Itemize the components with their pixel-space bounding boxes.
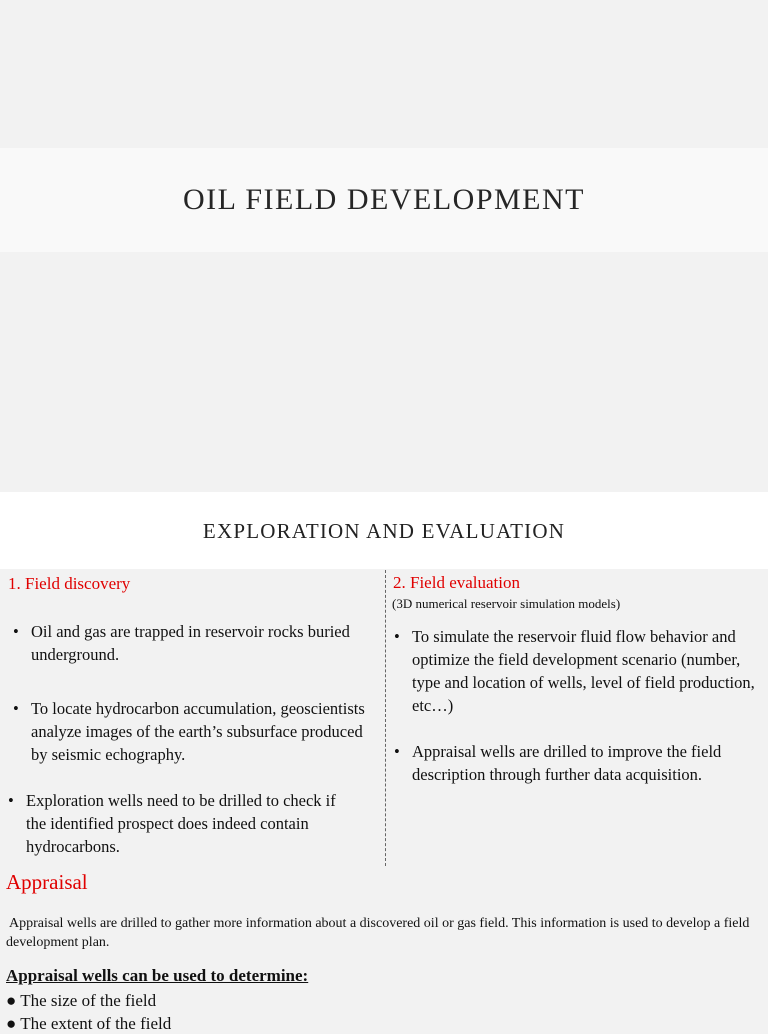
bullet-icon: • [394,627,400,646]
appraisal-title: Appraisal [6,870,88,894]
left-bullet-3-text: Exploration wells need to be drilled to check if the identified prospect does indeed contain hydrocarbons. [26,791,336,856]
determine-heading: Appraisal wells can be used to determine: [6,966,309,985]
appraisal-text: Appraisal wells are drilled to gather more information about a discovered oil or gas field. This information is used to develop a field development plan. [6,916,750,950]
left-bullet-3 [8,789,336,858]
column-divider [385,570,386,866]
right-bullet-1-text: To simulate the reservoir fluid flow behavior and optimize the field development scenario (number, type and location of wells, level of field production, etc…) [412,627,755,715]
bullet-icon: • [8,791,14,810]
right-column-title: 2. Field evaluation [393,573,521,592]
right-bullet-2 [394,740,742,786]
list-item: ● The size of the field [6,991,157,1010]
left-bullet-2-text: To locate hydrocarbon accumulation, geoscientists analyze images of the earth’s subsurface produced by seismic echography. [31,699,365,764]
left-bullet-1-text: Oil and gas are trapped in reservoir rocks buried underground. [31,622,350,664]
slide-2 [0,492,768,1033]
heading-band [0,492,768,569]
slide-1 [0,0,768,492]
slide-heading: EXPLORATION AND EVALUATION [202,519,566,543]
list-item: ● The extent of the field [6,1014,172,1033]
right-bullet-1 [394,625,762,717]
bullet-icon: • [394,742,400,761]
left-bullet-1 [13,620,371,666]
title-band [0,148,768,252]
right-bullet-2-text: Appraisal wells are drilled to improve the field description through further data acquisition. [412,742,722,784]
right-column-note: (3D numerical reservoir simulation models) [392,596,621,611]
bullet-icon: • [13,622,19,641]
bullet-icon: • [13,699,19,718]
slide-title: OIL FIELD DEVELOPMENT [182,183,585,216]
left-bullet-2 [13,697,376,766]
left-column-title: 1. Field discovery [8,574,131,593]
